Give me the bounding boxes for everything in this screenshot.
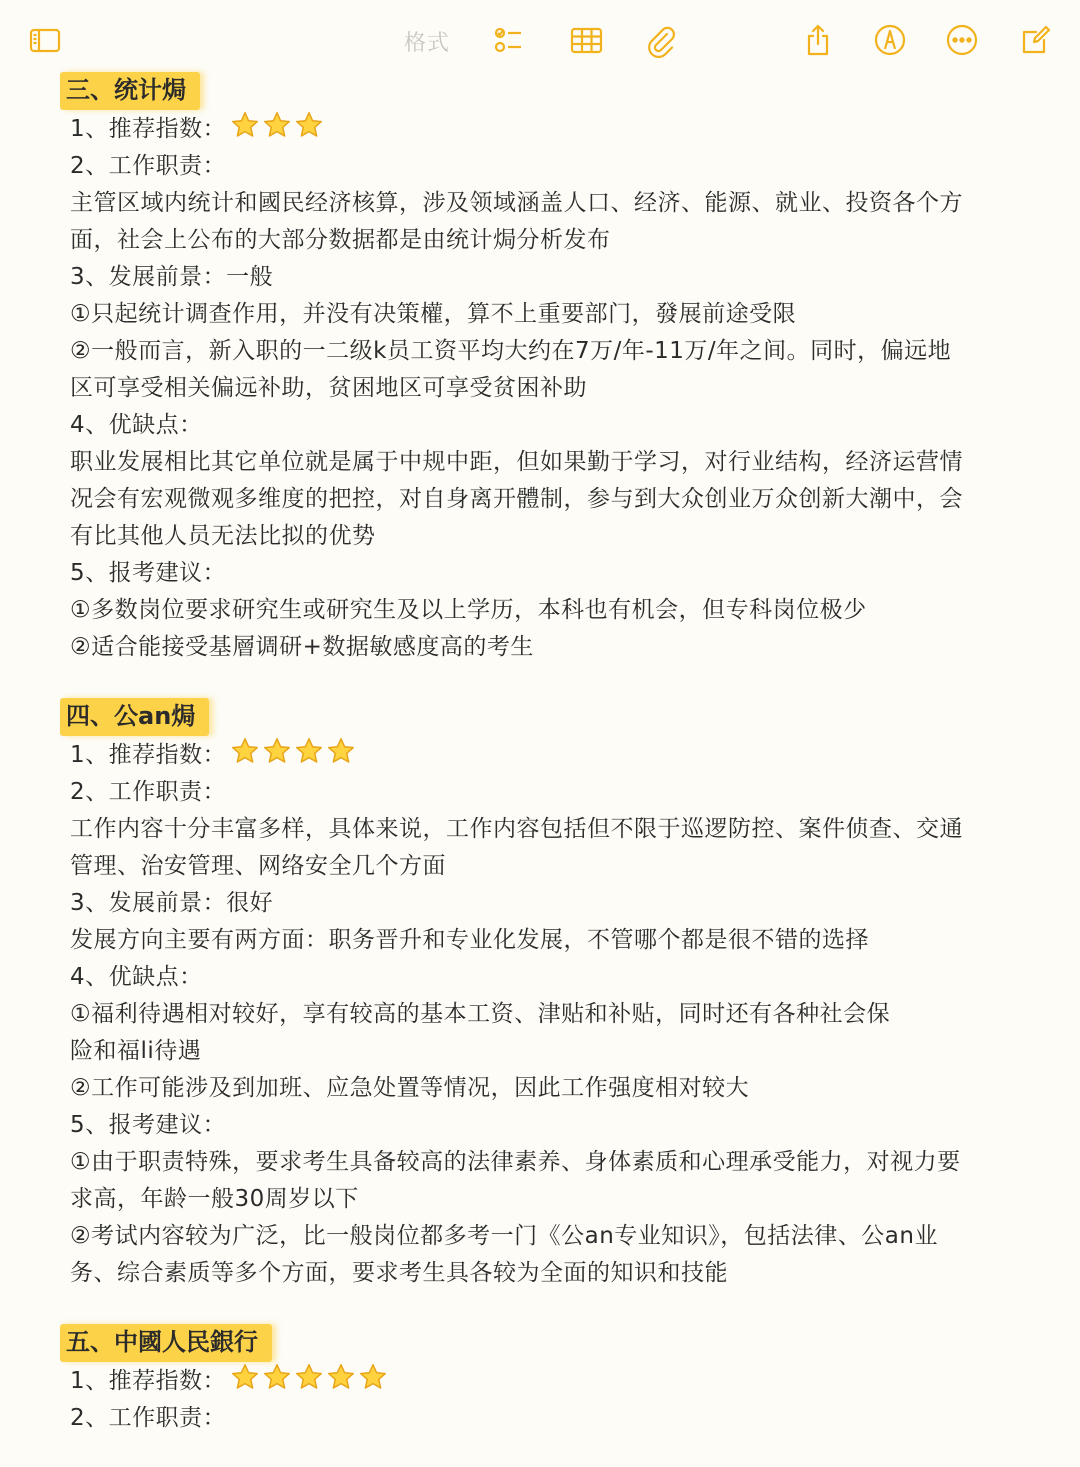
note-line-text: 1、推荐指数： — [70, 1368, 227, 1394]
note-line-text: ①只起统计调查作用，并没有决策權，算不上重要部门，發展前途受限 — [70, 301, 797, 327]
note-line — [70, 1255, 1020, 1292]
more-options-icon[interactable] — [940, 20, 984, 60]
star-icon — [230, 110, 260, 140]
note-section — [66, 1322, 1020, 1437]
toolbar — [0, 0, 1080, 80]
star-icon — [358, 1362, 388, 1392]
note-line-text: 4、优缺点： — [70, 964, 203, 990]
note-line — [70, 848, 1020, 885]
format-label[interactable]: 格式 — [404, 31, 451, 56]
note-line — [70, 885, 1020, 922]
note-line-text: 4、优缺点： — [70, 412, 203, 438]
note-line — [70, 555, 1020, 592]
note-line — [70, 110, 1020, 148]
checklist-icon[interactable] — [486, 20, 530, 60]
note-line-text: 有比其他人员无法比拟的优势 — [70, 523, 376, 549]
star-icon — [230, 1362, 260, 1392]
note-line — [70, 370, 1020, 407]
compose-icon[interactable] — [1014, 20, 1058, 60]
star-icon — [294, 110, 324, 140]
note-line-text: ①福利待遇相对较好，享有较高的基本工资、津贴和补贴，同时还有各种社会保 — [70, 1001, 891, 1027]
star-icon — [230, 736, 260, 766]
note-line-text: ①多数岗位要求研究生或研究生及以上学历，本科也有机会，但专科岗位极少 — [70, 597, 867, 623]
note-line — [70, 333, 1020, 370]
note-line-text: 2、工作职责： — [70, 1405, 227, 1431]
note-line — [70, 481, 1020, 518]
section-heading — [64, 70, 200, 110]
markup-pen-icon[interactable] — [868, 20, 912, 60]
note-line — [70, 1144, 1020, 1181]
note-line — [70, 296, 1020, 333]
note-line-text: 工作内容十分丰富多样，具体来说，工作内容包括但不限于巡逻防控、案件侦查、交通 — [70, 816, 963, 842]
note-line — [70, 1107, 1020, 1144]
note-line-text: 职业发展相比其它单位就是属于中规中距，但如果勤于学习，对行业结构，经济运营情 — [70, 449, 963, 475]
note-line — [70, 407, 1020, 444]
sidebar-toggle-icon[interactable] — [22, 20, 66, 60]
note-line-text: 险和福li待遇 — [70, 1038, 202, 1064]
star-icon — [326, 1362, 356, 1392]
note-line — [70, 148, 1020, 185]
note-line-text: ②适合能接受基層调研+数据敏感度高的考生 — [70, 634, 534, 660]
section-heading-text: 四、公an焗 — [66, 702, 196, 730]
note-line — [70, 996, 1020, 1033]
note-line-text: 况会有宏观微观多维度的把控，对自身离开體制，参与到大众创业万众创新大潮中，会 — [70, 486, 963, 512]
note-line — [70, 736, 1020, 774]
table-icon[interactable] — [564, 20, 608, 60]
star-icon — [326, 736, 356, 766]
note-line — [70, 811, 1020, 848]
note-line-text: 求高，年龄一般30周岁以下 — [70, 1186, 359, 1212]
note-line-text: 2、工作职责： — [70, 153, 227, 179]
note-line-text: ②一般而言，新入职的一二级k员工资平均大约在7万/年-11万/年之间。同时，偏远地 — [70, 338, 952, 364]
section-heading-text: 三、统计焗 — [66, 76, 186, 104]
note-line-text: 主管区域内统计和國民经济核算，涉及领域涵盖人口、经济、能源、就业、投资各个方 — [70, 190, 963, 216]
star-icon — [262, 110, 292, 140]
note-line — [70, 259, 1020, 296]
note-line-text: 务、综合素质等多个方面，要求考生具各较为全面的知识和技能 — [70, 1260, 728, 1286]
star-icon — [262, 1362, 292, 1392]
note-line — [70, 1218, 1020, 1255]
note-line-text: 区可享受相关偏远补助，贫困地区可享受贫困补助 — [70, 375, 587, 401]
section-heading-text: 五、中國人民銀行 — [66, 1328, 258, 1356]
note-body[interactable] — [66, 70, 1020, 1467]
note-line-text: 3、发展前景：一般 — [70, 264, 274, 290]
note-line-text: 2、工作职责： — [70, 779, 227, 805]
note-line-text: 5、报考建议： — [70, 1112, 227, 1138]
section-heading — [64, 1322, 272, 1362]
note-section — [66, 696, 1020, 1292]
note-line-text: 管理、治安管理、网络安全几个方面 — [70, 853, 446, 879]
note-line-text: 3、发展前景：很好 — [70, 890, 274, 916]
rating-stars — [230, 736, 356, 766]
rating-stars — [230, 110, 324, 140]
note-line — [70, 629, 1020, 666]
star-icon — [294, 736, 324, 766]
note-line — [70, 1181, 1020, 1218]
note-line — [70, 774, 1020, 811]
note-line-text: 发展方向主要有两方面：职务晋升和专业化发展，不管哪个都是很不错的选择 — [70, 927, 869, 953]
note-line — [70, 444, 1020, 481]
note-line-text: ②工作可能涉及到加班、应急处置等情况，因此工作强度相对较大 — [70, 1075, 750, 1101]
rating-stars — [230, 1362, 388, 1392]
section-heading — [64, 696, 209, 736]
note-line — [70, 1362, 1020, 1400]
note-line-text: 面，社会上公布的大部分数据都是由统计焗分析发布 — [70, 227, 611, 253]
star-icon — [294, 1362, 324, 1392]
note-line — [70, 922, 1020, 959]
share-icon[interactable] — [796, 20, 840, 60]
note-line — [70, 1070, 1020, 1107]
attachment-icon[interactable] — [638, 20, 682, 60]
note-line-text: ②考试内容较为广泛，比一般岗位都多考一门《公an专业知识》，包括法律、公an业 — [70, 1223, 938, 1249]
note-line — [70, 1400, 1020, 1437]
note-line — [70, 1033, 1020, 1070]
note-line-text: 5、报考建议： — [70, 560, 227, 586]
note-line-text: 1、推荐指数： — [70, 742, 227, 768]
star-icon — [262, 736, 292, 766]
note-line-text: 1、推荐指数： — [70, 116, 227, 142]
note-line — [70, 222, 1020, 259]
note-line — [70, 592, 1020, 629]
note-line — [70, 959, 1020, 996]
note-line — [70, 518, 1020, 555]
note-line — [70, 185, 1020, 222]
note-line-text: ①由于职责特殊，要求考生具备较高的法律素养、身体素质和心理承受能力，对视力要 — [70, 1149, 961, 1175]
note-section — [66, 70, 1020, 666]
